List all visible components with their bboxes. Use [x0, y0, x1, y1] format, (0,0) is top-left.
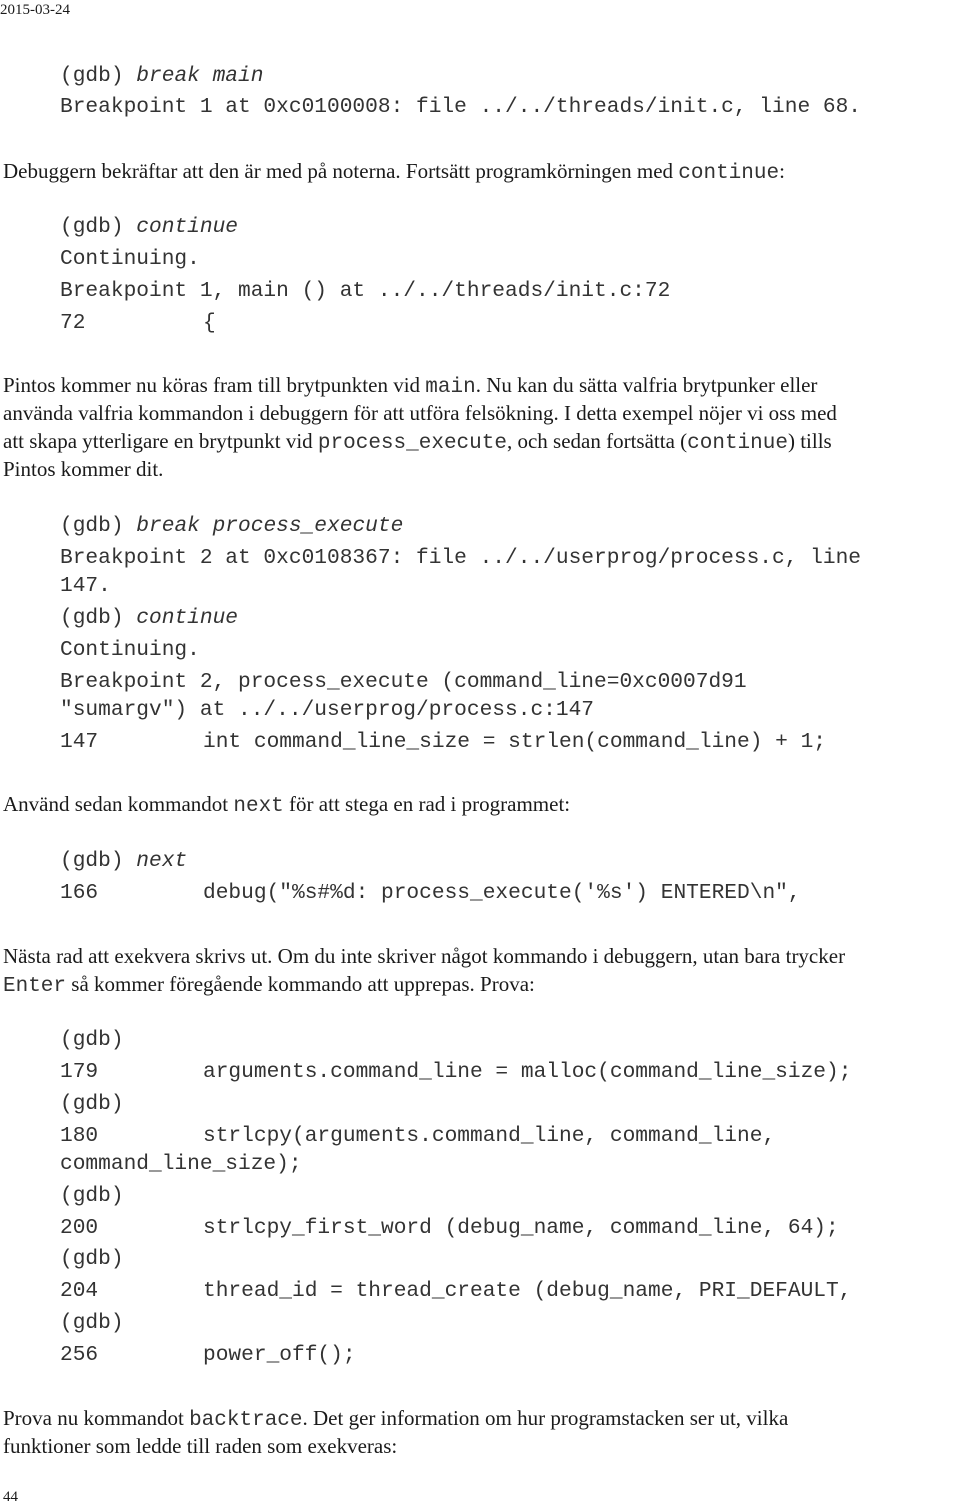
gdb-prompt: (gdb)	[60, 1092, 124, 1116]
source-code: debug("%s#%d: process_execute('%s') ENTERED\n",	[203, 881, 801, 905]
gdb-command: continue	[136, 606, 239, 630]
gdb-prompt: (gdb)	[60, 1311, 124, 1335]
page-number: 44	[3, 1489, 18, 1505]
gdb-prompt: (gdb)	[60, 1028, 124, 1052]
gdb-output: Breakpoint 2, process_execute (command_line=0xc0007d91	[60, 670, 747, 694]
paragraph-line: Nästa rad att exekvera skrivs ut. Om du inte skriver något kommando i debuggern, utan bara trycker	[3, 944, 846, 968]
gdb-line: (gdb) continue	[60, 215, 239, 239]
gdb-source-line	[60, 309, 216, 337]
gdb-output: Breakpoint 1, main () at ../../threads/init.c:72	[60, 279, 671, 303]
source-code: strlcpy(arguments.command_line, command_line,	[203, 1124, 776, 1148]
gdb-prompt: (gdb)	[60, 1184, 124, 1208]
gdb-prompt: (gdb)	[60, 1247, 124, 1271]
inline-code: main	[425, 376, 476, 399]
line-number: 180	[60, 1124, 99, 1148]
paragraph-line: att skapa ytterligare en brytpunkt vid process_execute, och sedan fortsätta (continue) tills	[3, 429, 832, 455]
line-number: 179	[60, 1060, 99, 1084]
line-number: 166	[60, 881, 99, 905]
gdb-source-line	[60, 1122, 775, 1150]
gdb-output: Breakpoint 1 at 0xc0100008: file ../../threads/init.c, line 68.	[60, 95, 862, 119]
gdb-source-line	[60, 1214, 839, 1242]
line-number: 256	[60, 1343, 99, 1367]
inline-code: Enter	[3, 975, 67, 998]
gdb-command: continue	[136, 215, 239, 239]
gdb-line: (gdb) continue	[60, 606, 239, 630]
line-number: 204	[60, 1279, 99, 1303]
paragraph: Använd sedan kommandot next för att stega en rad i programmet:	[3, 792, 571, 818]
source-code: power_off();	[203, 1343, 356, 1367]
source-code-continuation: command_line_size);	[60, 1152, 302, 1176]
gdb-source-line	[60, 879, 801, 907]
line-number: 147	[60, 730, 99, 754]
gdb-command: next	[136, 849, 188, 873]
inline-code: process_execute	[317, 432, 507, 455]
gdb-output: Breakpoint 2 at 0xc0108367: file ../../userprog/process.c, line	[60, 546, 862, 570]
gdb-output: Continuing.	[60, 247, 200, 271]
line-number: 200	[60, 1216, 99, 1240]
source-code: thread_id = thread_create (debug_name, PRI_DEFAULT,	[203, 1279, 852, 1303]
gdb-line: (gdb) break process_execute	[60, 514, 404, 538]
paragraph-line: Pintos kommer dit.	[3, 457, 164, 481]
inline-code: backtrace	[189, 1409, 303, 1432]
header-date: 2015-03-24	[0, 2, 70, 18]
inline-code: continue	[687, 432, 788, 455]
gdb-source-line	[60, 1277, 851, 1305]
paragraph-line: Enter så kommer föregående kommando att upprepas. Prova:	[3, 972, 535, 998]
gdb-output: "sumargv") at ../../userprog/process.c:147	[60, 698, 595, 722]
source-code: arguments.command_line = malloc(command_line_size);	[203, 1060, 852, 1084]
gdb-line: (gdb) next	[60, 849, 188, 873]
paragraph: Debuggern bekräftar att den är med på noterna. Fortsätt programkörningen med continue:	[3, 159, 785, 185]
gdb-source-line	[60, 1058, 851, 1086]
gdb-output: 147.	[60, 574, 111, 598]
inline-code: next	[233, 795, 284, 818]
gdb-output: Continuing.	[60, 638, 200, 662]
inline-code: continue	[678, 162, 780, 185]
gdb-source-line	[60, 728, 826, 756]
paragraph-line: funktioner som ledde till raden som exekveras:	[3, 1434, 398, 1458]
paragraph-line: Prova nu kommandot backtrace. Det ger information om hur programstacken ser ut, vilka	[3, 1406, 789, 1432]
gdb-command: break process_execute	[136, 514, 404, 538]
gdb-prompt: (gdb)	[60, 64, 124, 88]
gdb-source-line	[60, 1341, 356, 1369]
line-number: 72	[60, 311, 86, 335]
source-code: {	[203, 311, 216, 335]
gdb-line	[60, 62, 263, 90]
source-code: strlcpy_first_word (debug_name, command_line, 64);	[203, 1216, 839, 1240]
paragraph-line: använda valfria kommandon i debuggern för att utföra felsökning. I detta exempel nöjer vi oss med	[3, 401, 837, 425]
gdb-command: break main	[136, 64, 264, 88]
source-code: int command_line_size = strlen(command_line) + 1;	[203, 730, 827, 754]
paragraph-line: Pintos kommer nu köras fram till brytpunkten vid main. Nu kan du sätta valfria brytpunker eller	[3, 373, 818, 399]
